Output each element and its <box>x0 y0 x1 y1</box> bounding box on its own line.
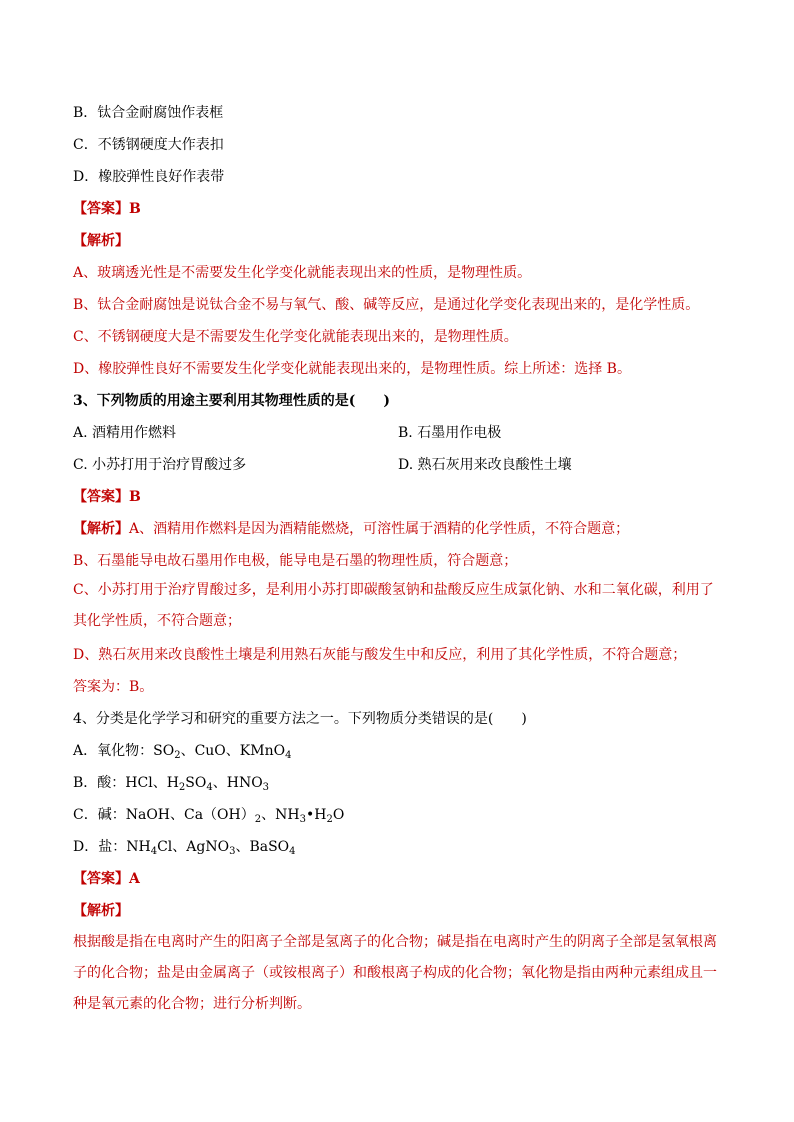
q4-option-b <box>73 774 269 792</box>
q2-analysis-line-b: B、钛合金耐腐蚀是说钛合金不易与氧气、酸、碱等反应，是通过化学变化表现出来的，是化学性质。 <box>73 297 700 313</box>
q3-conclusion: 答案为：B。 <box>73 679 154 695</box>
formula-subscript: 3 <box>262 782 270 793</box>
formula-part: 、HNO <box>212 775 263 791</box>
q3-analysis-label: 【解析】 <box>73 521 129 537</box>
formula-subscript: 2 <box>326 814 333 825</box>
formula-subscript: 3 <box>229 846 236 857</box>
formula-part: •H <box>305 807 327 823</box>
q4-option-d-label: D．盐： <box>73 839 127 855</box>
formula-subscript: 4 <box>289 846 296 857</box>
q4-stem: 4、分类是化学学习和研究的重要方法之一。下列物质分类错误的是( ) <box>73 711 527 727</box>
q3-analysis-line-b: B、石墨能导电故石墨用作电极，能导电是石墨的物理性质，符合题意； <box>73 553 518 569</box>
formula-subscript: 2 <box>178 782 186 793</box>
formula-part: 、CuO、KMnO <box>180 743 286 759</box>
q3-answer: 【答案】B <box>73 489 141 505</box>
q4-option-d <box>73 838 296 856</box>
q2-option-b: B．钛合金耐腐蚀作表框 <box>73 105 224 121</box>
q4-analysis-label: 【解析】 <box>73 903 129 919</box>
formula-subscript: 4 <box>206 782 213 793</box>
formula-subscript: 2 <box>174 750 181 761</box>
formula-part: 、BaSO <box>235 839 290 855</box>
formula-part: HCl、H <box>125 775 179 791</box>
formula-subscript: 3 <box>299 814 306 825</box>
formula-part: NaOH、Ca（OH） <box>125 807 255 823</box>
formula-part: SO <box>185 775 207 791</box>
q3-analysis-line-c: C、小苏打用于治疗胃酸过多，是利用小苏打即碳酸氢钠和盐酸反应生成氯化钠、水和二氧化碳，利用了其化学性质，不符合题意； <box>73 582 714 629</box>
q2-analysis-line-c: C、不锈钢硬度大是不需要发生化学变化就能表现出来的，是物理性质。 <box>73 329 518 345</box>
q3-stem-text: 3、下列物质的用途主要利用其物理性质的是( ) <box>73 393 390 409</box>
q3-analysis-text-a: A、酒精用作燃料是因为酒精能燃烧，可溶性属于酒精的化学性质，不符合题意； <box>129 521 630 537</box>
q2-option-d: D．橡胶弹性良好作表带 <box>73 169 225 185</box>
formula-subscript: 2 <box>254 814 262 825</box>
q4-option-b-label: B．酸： <box>73 775 126 791</box>
formula-part: Cl、AgNO <box>157 839 230 855</box>
q3-option-a: A. 酒精用作燃料 <box>73 425 177 441</box>
formula-part: 、NH <box>261 807 300 823</box>
formula-subscript: 4 <box>150 846 158 857</box>
q4-analysis-text: 根据酸是指在电离时产生的阳离子全部是氢离子的化合物；碱是指在电离时产生的阴离子全部是氢氧根离子的化合物；盐是由金属离子（或铵根离子）和酸根离子构成的化合物；氧化物是指由两种元素组成且一种是氧元素的化合物；进行分析判断。 <box>73 934 717 1012</box>
q2-analysis-line-d: D、橡胶弹性良好不需要发生化学变化就能表现出来的，是物理性质。综上所述：选择 B。 <box>73 361 631 377</box>
q3-analysis-line-d: D、熟石灰用来改良酸性土壤是利用熟石灰能与酸发生中和反应，利用了其化学性质，不符合题意； <box>73 647 687 663</box>
q3-analysis-line-a <box>73 520 629 538</box>
q2-answer: 【答案】B <box>73 201 141 217</box>
formula-subscript: 4 <box>285 750 292 761</box>
q4-option-a <box>73 742 291 760</box>
q3-option-b: B. 石墨用作电极 <box>398 425 502 441</box>
formula-part: SO <box>153 743 175 759</box>
q3-option-d: D. 熟石灰用来改良酸性土壤 <box>398 457 572 473</box>
q3-stem <box>73 392 390 410</box>
q2-analysis-label: 【解析】 <box>73 233 129 249</box>
formula-part: NH <box>126 839 151 855</box>
q4-option-c <box>73 806 344 824</box>
q3-option-c: C. 小苏打用于治疗胃酸过多 <box>73 457 247 473</box>
formula-part: O <box>332 807 345 823</box>
q4-option-c-label: C．碱： <box>73 807 126 823</box>
q4-answer: 【答案】A <box>73 871 140 887</box>
q2-option-c: C．不锈钢硬度大作表扣 <box>73 137 224 153</box>
q4-option-a-label: A．氧化物： <box>73 743 154 759</box>
q2-analysis-line-a: A、玻璃透光性是不需要发生化学变化就能表现出来的性质，是物理性质。 <box>73 265 532 281</box>
